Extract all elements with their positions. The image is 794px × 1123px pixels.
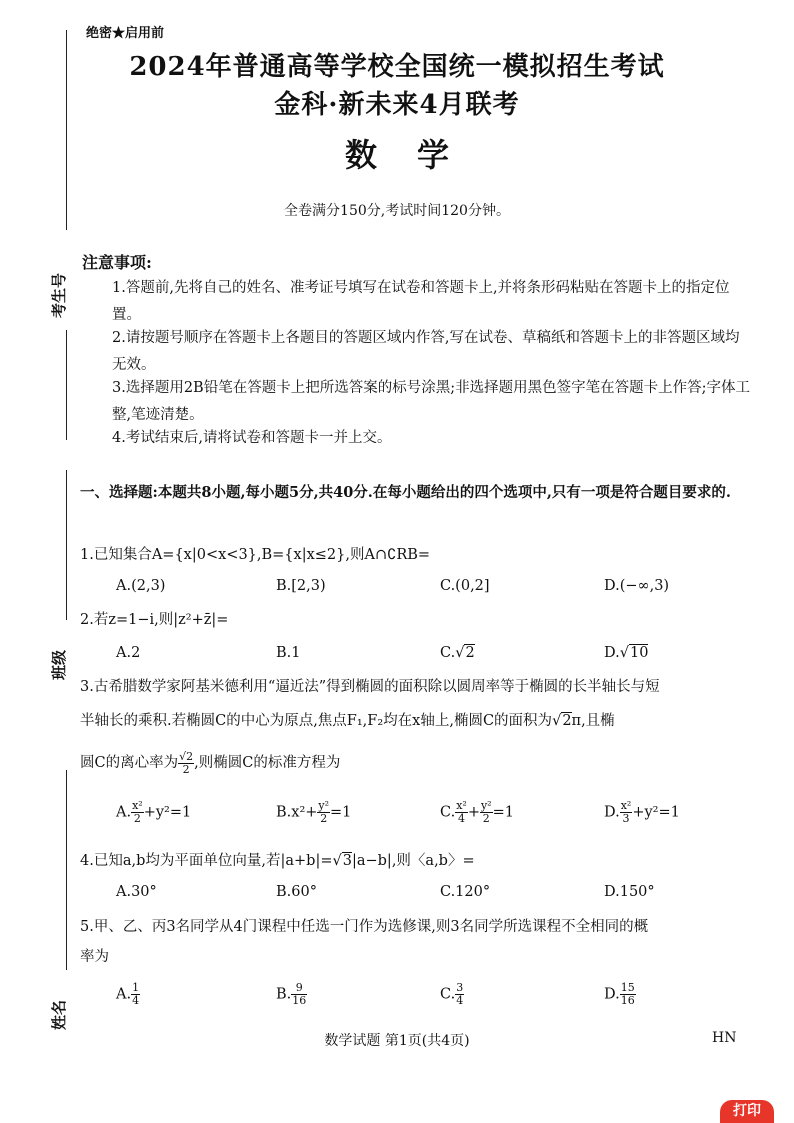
q3-b-num: y² [318,799,330,812]
q4-option-d: D.150° [604,884,655,900]
q2-option-d-radicand: 10 [629,645,649,661]
q5-c-num: 3 [456,981,464,994]
q5-option-c [440,982,464,1007]
q5-option-b [276,982,307,1007]
exam-number-label: 考生号 [50,272,68,318]
q5-b-frac [291,982,307,1007]
question-3-line2: 半轴长的乘积.若椭圆C的中心为原点,焦点F₁,F₂均在x轴上,椭圆C的面积为√2π,且椭 [80,713,615,729]
q5-a-frac [131,982,140,1007]
q3-line3-tail: ,则椭圆C的标准方程为 [194,755,341,771]
q3-d-rest: +y²=1 [632,804,680,821]
q5-a-label: A. [116,986,132,1003]
note-item: 3.选择题用2B铅笔在答题卡上把所选答案的标号涂黑;非选择题用黑色签字笔在答题卡上作答;字体工整,笔迹清楚。 [112,380,750,423]
q3-option-b [276,800,351,825]
q3-c-den2: 2 [482,812,490,825]
q5-b-num: 9 [291,982,307,995]
q3-b-frac [317,800,330,825]
q3-a-frac [131,800,144,825]
q3-option-d [604,800,680,825]
q3-line2-tail: π,且椭 [571,713,615,729]
q5-a-den: 4 [132,994,140,1007]
q3-d-label: D. [604,804,620,821]
q3-c-num1: x² [456,799,467,812]
q3-eccentricity-fraction [178,751,194,776]
q3-c-rest: =1 [492,804,514,821]
region-code: HN [712,1030,737,1046]
q3-c-num2: y² [480,799,492,812]
q3-ecc-num: √2 [179,749,194,763]
q5-d-den: 16 [620,994,635,1007]
print-button[interactable]: 打印 [720,1100,774,1123]
q5-b-label: B. [276,986,292,1003]
note-item: 2.请按题号顺序在答题卡上各题目的答题区域内作答,写在试卷、草稿纸和答题卡上的非答题区域均无效。 [112,330,740,373]
q4-option-a: A.30° [116,884,157,900]
notes-heading: 注意事项: [82,253,152,272]
q5-option-a [116,982,140,1007]
question-3-line3 [80,748,760,778]
q3-d-frac [620,800,633,825]
q3-line3-text: 圆C的离心率为 [80,755,179,771]
q4-stem-b: |a−b|,则〈a,b〉= [351,853,475,869]
q3-option-a [116,800,191,825]
q2-option-d-label: D. [604,645,620,661]
q4-radicand: 3 [342,853,352,869]
q2-option-b: B.1 [276,645,301,661]
question-4-stem: 4.已知a,b均为平面单位向量,若|a+b|=√3|a−b|,则〈a,b〉= [80,853,475,869]
q3-c-frac2 [480,800,493,825]
exam-subtitle: 金科·新未来4月联考 [274,90,520,120]
q2-option-a: A.2 [116,645,141,661]
q3-d-num: x² [620,799,632,812]
q1-option-b: B.[2,3) [276,578,326,594]
q3-d-den: 3 [622,812,630,825]
exam-title: 2024年普通高等学校全国统一模拟招生考试 [129,52,665,82]
name-label: 姓名 [50,999,68,1030]
subject-title: 数学 [344,136,489,174]
q5-d-label: D. [604,986,620,1003]
q3-a-label: A. [116,804,132,821]
q3-a-rest: +y²=1 [143,804,192,821]
q3-c-label: C. [440,804,456,821]
q3-ecc-den: 2 [182,762,190,776]
binding-line-1 [66,330,67,440]
q2-option-d: D.√10 [604,645,649,661]
q2-option-c-radicand: 2 [465,645,475,661]
question-5-line2: 率为 [80,949,109,965]
question-2-stem: 2.若z=1−i,则|z²+z̄|= [80,612,229,628]
q3-a-num: x² [132,799,143,812]
q5-d-num: 15 [620,981,635,994]
q5-c-label: C. [440,986,456,1003]
q5-c-frac [455,982,464,1007]
q3-c-frac1 [455,800,468,825]
confidential-mark: 绝密★启用前 [86,26,165,41]
q4-option-c: C.120° [440,884,491,900]
q2-option-c-label: C. [440,645,456,661]
q3-b-rest: =1 [330,804,352,821]
q5-c-den: 4 [456,994,464,1007]
q5-b-den: 16 [292,994,307,1007]
q1-option-c: C.(0,2] [440,578,490,594]
q2-option-c: C.√2 [440,645,475,661]
section-heading: 一、选择题:本题共8小题,每小题5分,共40分.在每小题给出的四个选项中,只有一项是符合题目要求的. [80,484,731,501]
question-1-stem: 1.已知集合A={x|0<x<3},B={x|x≤2},则A∩∁RB= [80,547,431,563]
page-footer: 数学试题 第1页(共4页) [324,1033,470,1049]
binding-line-3 [66,770,67,970]
q3-a-den: 2 [133,812,141,825]
note-item: 4.考试结束后,请将试卷和答题卡一并上交。 [112,430,392,446]
full-mark-info: 全卷满分150分,考试时间120分钟。 [284,203,510,219]
q3-area-radicand: 2 [562,713,572,729]
q4-option-b: B.60° [276,884,317,900]
q3-line2-text: 半轴长的乘积.若椭圆C的中心为原点,焦点F₁,F₂均在x轴上,椭圆C的面积为 [80,713,553,729]
question-5-line1: 5.甲、乙、丙3名同学从4门课程中任选一门作为选修课,则3名同学所选课程不全相同的概 [80,919,649,935]
note-item: 1.答题前,先将自己的姓名、准考证号填写在试卷和答题卡上,并将条形码粘贴在答题卡上的指定位置。 [112,280,730,323]
q5-a-num: 1 [132,981,140,994]
q5-d-frac [620,982,636,1007]
q1-option-a: A.(2,3) [116,578,166,594]
binding-line-2 [66,470,67,620]
q3-b-label: B. [276,804,292,821]
q4-stem-a: 4.已知a,b均为平面单位向量,若|a+b|= [80,853,333,869]
class-label: 班级 [50,649,68,680]
q3-b-den: 2 [320,812,328,825]
q3-option-c: C. $\frac{\text{x²}}{4}$ + $\frac{\text{y²}}{2}$ =1 [440,799,514,825]
q3-c-den1: 4 [458,812,465,825]
q1-option-d: D.(−∞,3) [604,578,670,594]
q3-b-pre: x²+ [291,804,318,821]
q5-option-d [604,982,636,1007]
question-3-line1: 3.古希腊数学家阿基米德利用“逼近法”得到椭圆的面积除以圆周率等于椭圆的长半轴长与短 [80,679,660,695]
